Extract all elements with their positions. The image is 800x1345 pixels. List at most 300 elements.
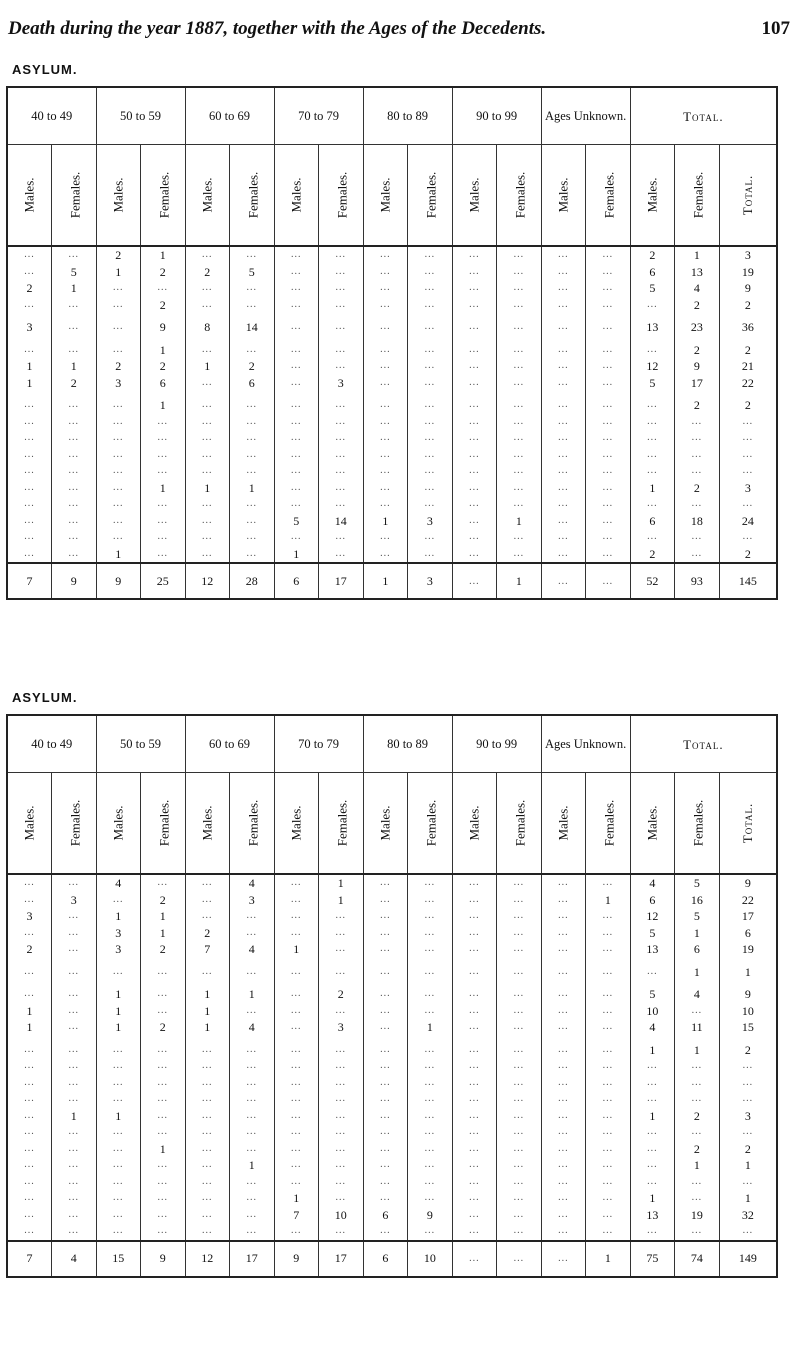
table-cell: ... [274,1058,319,1075]
table-cell: ... [408,546,453,564]
table-row [7,986,777,1003]
age-group-header: 70 to 79 [274,715,363,773]
table-cell: 3 [319,1019,364,1036]
table-cell: ... [52,1223,97,1241]
table-cell: ... [230,414,275,431]
table-cell: 5 [52,264,97,281]
table-cell: ... [230,1174,275,1191]
table-cell: ... [497,1207,542,1224]
table-cell: ... [408,964,453,981]
table-cell: ... [541,1124,586,1141]
table-cell: ... [52,964,97,981]
sex-header-row [7,773,777,875]
table-cell: ... [630,342,675,359]
table-cell: 1 [185,358,230,375]
table-cell: ... [230,280,275,297]
table-cell: ... [497,529,542,546]
table-cell: ... [230,1042,275,1059]
table-cell: 1 [52,280,97,297]
table-cell: ... [185,529,230,546]
table-cell: ... [541,874,586,892]
table-cell: ... [319,1174,364,1191]
table-row [7,297,777,314]
table-cell: ... [541,1207,586,1224]
table-row [7,342,777,359]
table-cell: ... [319,414,364,431]
table-cell: ... [586,246,631,264]
table-cell: ... [719,1091,777,1108]
table-cell: ... [185,1042,230,1059]
table-cell: ... [363,447,408,464]
table-cell: ... [141,280,186,297]
table-cell: ... [7,874,52,892]
table-cell: ... [185,414,230,431]
table-cell: ... [52,986,97,1003]
table-cell: ... [408,1108,453,1125]
table-cell: ... [52,546,97,564]
table-cell: 9 [675,358,720,375]
table-cell: ... [452,1075,497,1092]
table-cell: 4 [630,1019,675,1036]
table-cell: ... [497,908,542,925]
table-cell: ... [96,1190,141,1207]
table-cell: 14 [319,513,364,530]
table-cell: ... [363,297,408,314]
table-cell: ... [408,246,453,264]
table-cell: ... [408,908,453,925]
table-cell: ... [52,480,97,497]
table-cell: ... [675,1174,720,1191]
total-cell: 3 [408,563,453,599]
table-cell: ... [185,546,230,564]
table-cell: ... [541,1019,586,1036]
table-cell: 2 [719,397,777,414]
table-cell: 4 [675,280,720,297]
table-cell: ... [274,463,319,480]
table-cell: ... [319,529,364,546]
table-cell: ... [274,874,319,892]
table-cell: 9 [719,874,777,892]
table-cell: ... [497,1157,542,1174]
table-cell: ... [675,1223,720,1241]
table-cell: 1 [185,480,230,497]
table-cell: ... [7,1124,52,1141]
table-cell: 1 [96,264,141,281]
table-cell: 4 [230,874,275,892]
table-cell: ... [7,964,52,981]
table-cell: ... [52,342,97,359]
sex-column-label: Females. [512,171,528,219]
table-cell: 12 [630,908,675,925]
sex-column-header [96,145,141,247]
total-cell: 17 [319,1241,364,1277]
sex-column-header [141,773,186,875]
table-row [7,1075,777,1092]
table-cell: ... [52,1124,97,1141]
table-cell: ... [363,546,408,564]
table-cell: ... [586,414,631,431]
table-cell: 10 [319,1207,364,1224]
table-cell: ... [7,496,52,513]
table-cell: ... [452,1019,497,1036]
table-cell: ... [541,414,586,431]
total-cell: 12 [185,563,230,599]
table-cell: ... [230,1091,275,1108]
table-cell: 23 [675,319,720,336]
table-cell: ... [230,1141,275,1158]
table-cell: ... [141,1174,186,1191]
total-cell: 25 [141,563,186,599]
table-cell: 2 [141,264,186,281]
sex-column-label: Females. [512,799,528,847]
table-cell: ... [230,1075,275,1092]
table-cell: ... [141,414,186,431]
sex-header-row [7,145,777,247]
table-cell: ... [52,1157,97,1174]
sex-column-header [274,145,319,247]
sex-column-header [408,145,453,247]
table-cell: 6 [363,1207,408,1224]
age-group-header: 80 to 89 [363,715,452,773]
table-cell: ... [452,319,497,336]
sex-column-header [541,145,586,247]
total-cell: 74 [675,1241,720,1277]
table-cell: ... [363,463,408,480]
table-cell: ... [586,513,631,530]
table-cell: ... [497,463,542,480]
table-cell: 3 [7,319,52,336]
table-cell: 3 [719,1108,777,1125]
table-cell: ... [319,941,364,958]
table-cell: ... [96,1223,141,1241]
sex-column-label: Females. [67,799,83,847]
table-cell: 1 [675,1042,720,1059]
table-cell: ... [719,1223,777,1241]
table-cell: ... [141,986,186,1003]
table-cell: ... [541,1108,586,1125]
table-cell: 1 [230,986,275,1003]
sex-column-label: Females. [245,171,261,219]
table-cell: ... [363,264,408,281]
table-cell: 1 [52,358,97,375]
table-cell: ... [541,430,586,447]
table-cell: ... [96,892,141,909]
table-cell: ... [319,964,364,981]
table-cell: ... [141,447,186,464]
totals-row [7,1241,777,1277]
table-cell: ... [230,546,275,564]
table-cell: ... [230,1058,275,1075]
table-cell: ... [52,1003,97,1020]
table-cell: ... [408,1190,453,1207]
table-cell: ... [675,529,720,546]
table-cell: 3 [96,375,141,392]
table-cell: ... [452,414,497,431]
table-cell: 1 [274,941,319,958]
table-cell: ... [586,375,631,392]
table-cell: ... [497,1190,542,1207]
sex-column-label: Males. [110,177,126,213]
table-cell: ... [185,246,230,264]
sex-column-header [497,773,542,875]
table-cell: ... [541,264,586,281]
table-cell: ... [452,1174,497,1191]
table-cell: ... [7,430,52,447]
table-cell: ... [497,430,542,447]
table-cell: ... [586,1091,631,1108]
table-cell: 19 [719,941,777,958]
sex-column-label: Total. [739,802,755,844]
table-cell: ... [141,496,186,513]
table-cell: ... [363,246,408,264]
table-cell: ... [230,513,275,530]
table-cell: ... [452,1124,497,1141]
table-row [7,1141,777,1158]
sex-column-label: Females. [690,171,706,219]
table-cell: ... [319,908,364,925]
sex-column-header [141,145,186,247]
table-cell: ... [586,529,631,546]
table-cell: ... [363,1091,408,1108]
table-cell: ... [274,1075,319,1092]
table-cell: ... [541,463,586,480]
table-cell: ... [541,342,586,359]
table-cell: ... [7,1108,52,1125]
table-cell: ... [7,892,52,909]
sex-column-header [719,145,777,247]
table-cell: ... [52,1207,97,1224]
table-cell: ... [52,414,97,431]
table-cell: ... [675,1091,720,1108]
table-cell: ... [497,925,542,942]
age-group-header: 60 to 69 [185,87,274,145]
table-cell: ... [452,1058,497,1075]
table-cell: ... [363,1190,408,1207]
table-cell: 9 [719,280,777,297]
table-cell: ... [630,297,675,314]
table-cell: ... [408,447,453,464]
table-cell: ... [497,447,542,464]
table-cell: ... [452,874,497,892]
table-cell: ... [185,280,230,297]
table-cell: ... [363,280,408,297]
sex-column-label: Males. [199,805,215,841]
table-cell: ... [363,397,408,414]
table-cell: ... [541,1003,586,1020]
table-cell: ... [497,1042,542,1059]
table-cell: ... [230,496,275,513]
table-cell: 6 [630,264,675,281]
table-cell: ... [7,246,52,264]
table-cell: ... [541,480,586,497]
table-cell: 3 [719,480,777,497]
table-cell: ... [541,908,586,925]
table-cell: ... [719,414,777,431]
page-header [0,0,800,52]
table-cell: ... [141,1124,186,1141]
table-cell: ... [7,986,52,1003]
sex-column-label: Males. [377,177,393,213]
sex-column-header [541,773,586,875]
table-cell: ... [586,447,631,464]
table-cell: ... [630,414,675,431]
table-cell: ... [452,264,497,281]
table-cell: ... [96,297,141,314]
sex-column-header [675,773,720,875]
table-cell: 5 [675,874,720,892]
table-cell: 1 [630,1042,675,1059]
table-cell: ... [719,1075,777,1092]
sex-column-header [452,773,497,875]
table-cell: ... [363,1019,408,1036]
table-cell: ... [319,297,364,314]
table-cell: ... [363,964,408,981]
table-cell: ... [586,1058,631,1075]
sex-column-header [274,773,319,875]
table-cell: ... [230,447,275,464]
table-cell: ... [452,297,497,314]
table-cell: ... [230,342,275,359]
table-cell: ... [586,358,631,375]
table-cell: ... [319,1075,364,1092]
table-cell: ... [586,1141,631,1158]
table-cell: ... [675,463,720,480]
sex-column-label: Males. [644,805,660,841]
sex-column-header [497,145,542,247]
table-cell: ... [630,1075,675,1092]
table-cell: 1 [96,986,141,1003]
table-row [7,1157,777,1174]
table-cell: 2 [230,358,275,375]
table-cell: ... [541,1157,586,1174]
table-cell: 2 [675,397,720,414]
table-cell: 1 [7,358,52,375]
total-cell: 145 [719,563,777,599]
table-row [7,1174,777,1191]
table-cell: 1 [630,1190,675,1207]
table-cell: ... [141,529,186,546]
table-cell: 1 [96,546,141,564]
table-cell: ... [408,874,453,892]
table-cell: ... [541,496,586,513]
table-cell: ... [7,397,52,414]
total-cell: 1 [363,563,408,599]
table-cell: ... [452,496,497,513]
table-cell: ... [319,1190,364,1207]
table-cell: 1 [185,1003,230,1020]
table-cell: ... [274,908,319,925]
table-cell: ... [52,496,97,513]
table-cell: ... [675,1003,720,1020]
table-cell: ... [408,1091,453,1108]
table-cell: ... [586,496,631,513]
table-cell: ... [452,1141,497,1158]
total-cell: 7 [7,563,52,599]
total-cell: ... [452,563,497,599]
table-cell: ... [586,941,631,958]
sex-column-header [52,145,97,247]
table-cell: ... [52,529,97,546]
table-cell: ... [497,874,542,892]
table-cell: 2 [141,297,186,314]
table-cell: ... [541,397,586,414]
table-cell: ... [7,1141,52,1158]
table-cell: ... [319,1058,364,1075]
table-section-title: ASYLUM. [12,690,78,705]
table-cell: ... [675,546,720,564]
table-cell: ... [363,1157,408,1174]
table-cell: ... [319,1141,364,1158]
table-cell: 3 [52,892,97,909]
table-cell: 2 [675,1141,720,1158]
table-row [7,1223,777,1241]
table-cell: 3 [7,908,52,925]
table-cell: ... [452,964,497,981]
table-cell: 1 [96,1019,141,1036]
table-cell: ... [497,264,542,281]
table-cell: ... [452,1003,497,1020]
table-cell: 1 [96,908,141,925]
table-cell: ... [408,1157,453,1174]
table-cell: ... [452,892,497,909]
table-cell: 9 [408,1207,453,1224]
table-cell: ... [630,529,675,546]
table-cell: ... [586,1157,631,1174]
table-cell: 1 [96,1003,141,1020]
table-row [7,1091,777,1108]
table-cell: 1 [141,925,186,942]
table-cell: ... [541,986,586,1003]
table-cell: ... [96,964,141,981]
table-cell: ... [452,246,497,264]
group-header-row [7,87,777,145]
table-cell: ... [274,1108,319,1125]
table-cell: ... [274,264,319,281]
table-cell: ... [452,529,497,546]
table-cell: ... [7,342,52,359]
total-cell: 12 [185,1241,230,1277]
sex-column-label: Males. [555,805,571,841]
table-cell: ... [586,1075,631,1092]
sex-column-label: Females. [423,171,439,219]
table-cell: ... [541,375,586,392]
sex-column-header [719,773,777,875]
table-cell: ... [96,1058,141,1075]
table-row [7,546,777,564]
sex-column-label: Females. [245,799,261,847]
table-cell: ... [497,280,542,297]
table-cell: ... [363,1003,408,1020]
table-cell: ... [541,546,586,564]
table-cell: 2 [675,480,720,497]
table-cell: ... [541,529,586,546]
table-cell: 3 [719,246,777,264]
table-cell: 2 [675,1108,720,1125]
table-cell: 2 [96,246,141,264]
table-row [7,1108,777,1125]
table-cell: 5 [675,908,720,925]
table-cell: 8 [185,319,230,336]
table-cell: ... [586,480,631,497]
table-cell: 2 [185,925,230,942]
table-cell: ... [185,1058,230,1075]
table-cell: 1 [230,1157,275,1174]
table-cell: 2 [141,358,186,375]
table-cell: 1 [363,513,408,530]
table-cell: ... [52,397,97,414]
table-cell: ... [7,264,52,281]
asylum-table-2 [6,680,776,1278]
